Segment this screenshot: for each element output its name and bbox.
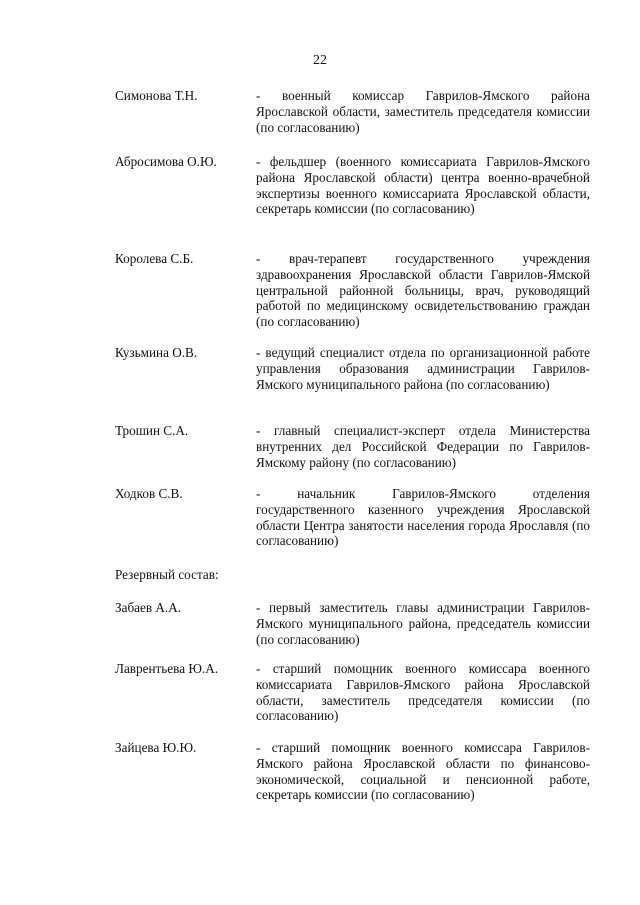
member-entry (115, 154, 590, 217)
member-role: - начальник Гаврилов-Ямского отделения государственного казенного учреждения Ярославской области Центра занятости населения города Ярославля (по согласованию) (256, 486, 590, 549)
member-name: Королева С.Б. (115, 251, 194, 266)
member-name: Забаев А.А. (115, 600, 182, 615)
member-name: Ходков С.В. (115, 486, 183, 501)
member-role: - фельдшер (военного комиссариата Гаврилов-Ямского района Ярославской области) центра военно-врачебной экспертизы военного комиссариата Ярославской области, секретарь комиссии (по согласованию) (256, 154, 590, 217)
page-number: 22 (313, 53, 327, 68)
reserve-member-entry (115, 661, 590, 724)
reserve-section-heading: Резервный состав: (115, 567, 219, 582)
member-name: Абросимова О.Ю. (115, 154, 217, 169)
member-role: - военный комиссар Гаврилов-Ямского района Ярославской области, заместитель председателя комиссии (по согласованию) (256, 88, 590, 135)
member-name: Зайцева Ю.Ю. (115, 740, 197, 755)
member-role: - первый заместитель главы администрации Гаврилов-Ямского муниципального района, председатель комиссии (по согласованию) (256, 600, 590, 647)
member-entry (115, 251, 590, 330)
reserve-member-entry (115, 600, 590, 647)
member-entry (115, 345, 590, 392)
member-name: Кузьмина О.В. (115, 345, 198, 360)
member-name: Симонова Т.Н. (115, 88, 198, 103)
member-role: - главный специалист-эксперт отдела Министерства внутренних дел Российской Федерации по Гаврилов-Ямскому району (по согласованию) (256, 423, 590, 470)
member-name: Трошин С.А. (115, 423, 189, 438)
member-role: - старший помощник военного комиссара Гаврилов-Ямского района Ярославской области по финансово-экономической, социальной и пенсионной работе, секретарь комиссии (по согласованию) (256, 740, 590, 803)
member-role: - врач-терапевт государственного учреждения здравоохранения Ярославской области Гаврилов-Ямской центральной районной больницы, врач, руководящий работой по медицинскому освидетельствованию граждан (по согласованию) (256, 251, 590, 330)
member-entry (115, 423, 590, 470)
member-entry (115, 88, 590, 135)
member-entry (115, 486, 590, 549)
member-role: - ведущий специалист отдела по организационной работе управления образования администрации Гаврилов-Ямского муниципального района (по согласованию) (256, 345, 590, 392)
member-name: Лаврентьева Ю.А. (115, 661, 219, 676)
reserve-member-entry (115, 740, 590, 803)
member-role: - старший помощник военного комиссара военного комиссариата Гаврилов-Ямского района Ярославской области, заместитель председателя комиссии (по согласованию) (256, 661, 590, 724)
